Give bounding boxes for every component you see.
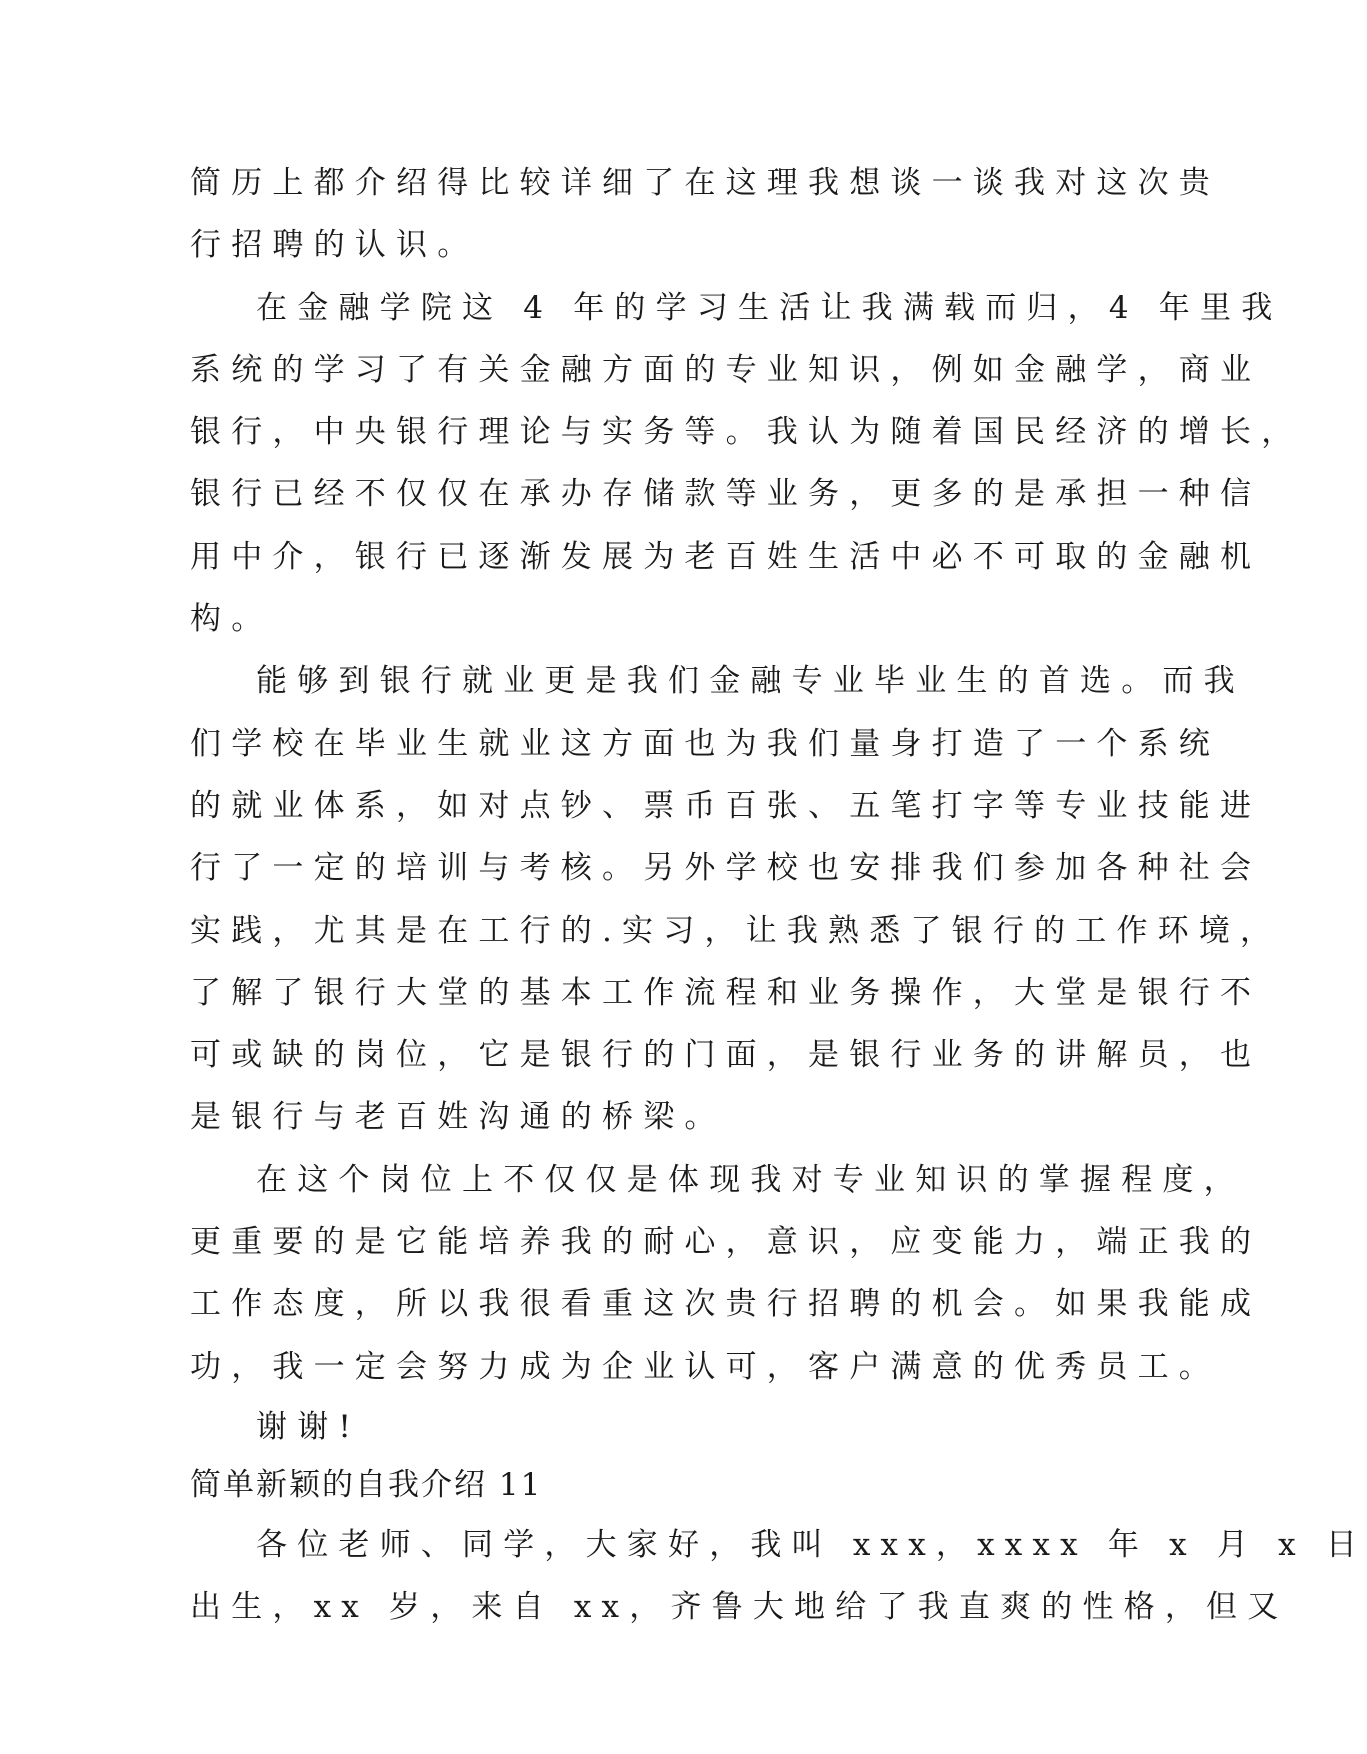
text-line: 简历上都介绍得比较详细了在这理我想谈一谈我对这次贵 [190, 165, 1220, 201]
text-line: 功，我一定会努力成为企业认可，客户满意的优秀员工。 [190, 1348, 1220, 1385]
text-line: 能够到银行就业更是我们金融专业毕业生的首选。而我 [256, 663, 1245, 700]
text-line: 在金融学院这 4 年的学习生活让我满载而归，4 年里我 [256, 289, 1283, 326]
section-heading: 简单新颖的自我介绍 11 [190, 1466, 543, 1503]
text-line: 工作态度，所以我很看重这次贵行招聘的机会。如果我能成 [190, 1286, 1262, 1323]
text-line: 银行已经不仅仅在承办存储款等业务，更多的是承担一种信 [190, 476, 1262, 513]
text-line: 行了一定的培训与考核。另外学校也安排我们参加各种社会 [190, 850, 1262, 887]
text-line: 各位老师、同学，大家好，我叫 xxx，xxxx 年 x 月 x 日 [256, 1526, 1367, 1563]
text-line: 构。 [190, 601, 273, 638]
text-line: 更重要的是它能培养我的耐心，意识，应变能力，端正我的 [190, 1224, 1262, 1261]
text-line: 是银行与老百姓沟通的桥梁。 [190, 1099, 726, 1136]
text-line: 用中介，银行已逐渐发展为老百姓生活中必不可取的金融机 [190, 538, 1262, 575]
text-line: 的就业体系，如对点钞、票币百张、五笔打字等专业技能进 [190, 787, 1262, 824]
text-line: 谢谢! [256, 1408, 362, 1445]
text-line: 在这个岗位上不仅仅是体现我对专业知识的掌握程度， [256, 1161, 1245, 1198]
text-line: 实践，尤其是在工行的.实习，让我熟悉了银行的工作环境， [190, 912, 1282, 949]
text-line: 系统的学习了有关金融方面的专业知识，例如金融学，商业 [190, 351, 1262, 388]
text-line: 们学校在毕业生就业这方面也为我们量身打造了一个系统 [190, 725, 1220, 762]
text-line: 了解了银行大堂的基本工作流程和业务操作，大堂是银行不 [190, 974, 1262, 1011]
text-line: 出生，xx 岁，来自 xx，齐鲁大地给了我直爽的性格，但又 [190, 1589, 1289, 1626]
document-body [190, 152, 1367, 1639]
text-line: 可或缺的岗位，它是银行的门面，是银行业务的讲解员，也 [190, 1037, 1262, 1074]
text-line: 行招聘的认识。 [190, 227, 479, 264]
text-line: 银行，中央银行理论与实务等。我认为随着国民经济的增长， [190, 414, 1303, 451]
